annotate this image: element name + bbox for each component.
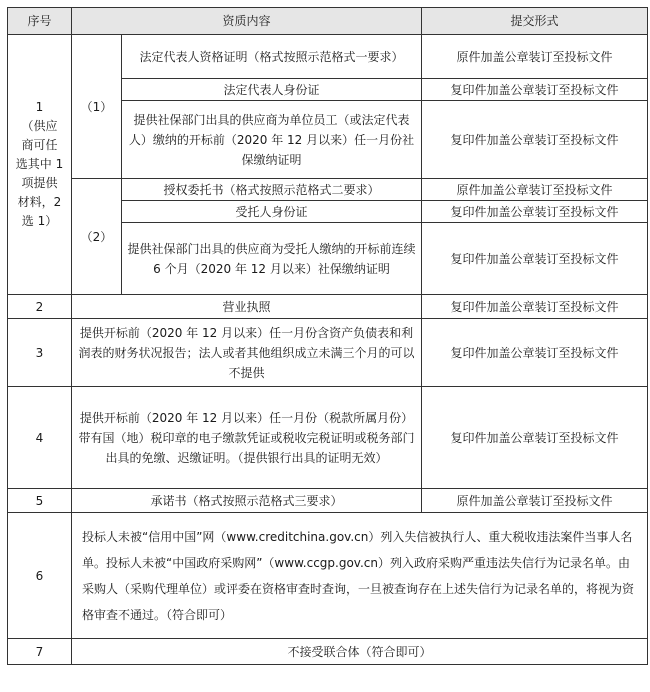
row1-sub2-item3-content: 提供社保部门出具的供应商为受托人缴纳的开标前连续 6 个月（2020 年 12 月以来）社保缴纳证明 xyxy=(122,223,422,295)
row2-form: 复印件加盖公章装订至投标文件 xyxy=(422,295,648,319)
row1-sub1-item1-form: 原件加盖公章装订至投标文件 xyxy=(422,35,648,79)
row1-sub1-item2-content: 法定代表人身份证 xyxy=(122,79,422,101)
row4-content: 提供开标前（2020 年 12 月以来）任一月份（税款所属月份）带有国（地）税印章的电子缴款凭证或税收完税证明或税务部门出具的免缴、迟缴证明。（提供银行出具的证明无效） xyxy=(72,387,422,489)
header-form: 提交形式 xyxy=(422,8,648,35)
row1-sub1-item2-form: 复印件加盖公章装订至投标文件 xyxy=(422,79,648,101)
row1-sub2-item2-form: 复印件加盖公章装订至投标文件 xyxy=(422,201,648,223)
row2-content: 营业执照 xyxy=(72,295,422,319)
row2-number: 2 xyxy=(8,295,72,319)
row1-sub1-item3-content: 提供社保部门出具的供应商为单位员工（或法定代表人）缴纳的开标前（2020 年 12 月以来）任一月份社保缴纳证明 xyxy=(122,101,422,179)
row1-sub2-label: （2） xyxy=(72,179,122,295)
qualification-document xyxy=(7,7,647,689)
row3-number: 3 xyxy=(8,319,72,387)
row1-sub1-item1-content: 法定代表人资格证明（格式按照示范格式一要求） xyxy=(122,35,422,79)
table-row xyxy=(8,295,648,319)
row5-form: 原件加盖公章装订至投标文件 xyxy=(422,489,648,513)
qualification-table xyxy=(7,7,648,665)
table-row xyxy=(8,319,648,387)
row6-number: 6 xyxy=(8,513,72,639)
header-content: 资质内容 xyxy=(72,8,422,35)
table-row xyxy=(8,639,648,665)
row3-content: 提供开标前（2020 年 12 月以来）任一月份含资产负债表和利润表的财务状况报告；法人或者其他组织成立未满三个月的可以不提供 xyxy=(72,319,422,387)
row1-sub2-item1-form: 原件加盖公章装订至投标文件 xyxy=(422,179,648,201)
row5-content: 承诺书（格式按照示范格式三要求） xyxy=(72,489,422,513)
row1-sub1-label: （1） xyxy=(72,35,122,179)
header-no: 序号 xyxy=(8,8,72,35)
table-row xyxy=(8,179,648,201)
row7-content: 不接受联合体（符合即可） xyxy=(72,639,648,665)
row4-number: 4 xyxy=(8,387,72,489)
row4-form: 复印件加盖公章装订至投标文件 xyxy=(422,387,648,489)
row1-sub2-item2-content: 受托人身份证 xyxy=(122,201,422,223)
row1-sub2-item1-content: 授权委托书（格式按照示范格式二要求） xyxy=(122,179,422,201)
table-row xyxy=(8,35,648,79)
row5-number: 5 xyxy=(8,489,72,513)
table-row xyxy=(8,513,648,639)
row3-form: 复印件加盖公章装订至投标文件 xyxy=(422,319,648,387)
row1-sub1-item3-form: 复印件加盖公章装订至投标文件 xyxy=(422,101,648,179)
table-row xyxy=(8,489,648,513)
row6-content: 投标人未被“信用中国”网（www.creditchina.gov.cn）列入失信被执行人、重大税收违法案件当事人名单。投标人未被“中国政府采购网”（www.ccgp.gov.cn）列入政府采购严重违法失信行为记录名单。由采购人（采购代理单位）或评委在资格审查时查询，一旦被查询存在上述失信行为记录名单的，将视为资格审查不通过。（符合即可） xyxy=(72,513,648,639)
header-row xyxy=(8,8,648,35)
row1-sub2-item3-form: 复印件加盖公章装订至投标文件 xyxy=(422,223,648,295)
row7-number: 7 xyxy=(8,639,72,665)
table-row xyxy=(8,387,648,489)
row1-number: 1 （供应 商可任 选其中 1 项提供 材料，2 选 1） xyxy=(8,35,72,295)
